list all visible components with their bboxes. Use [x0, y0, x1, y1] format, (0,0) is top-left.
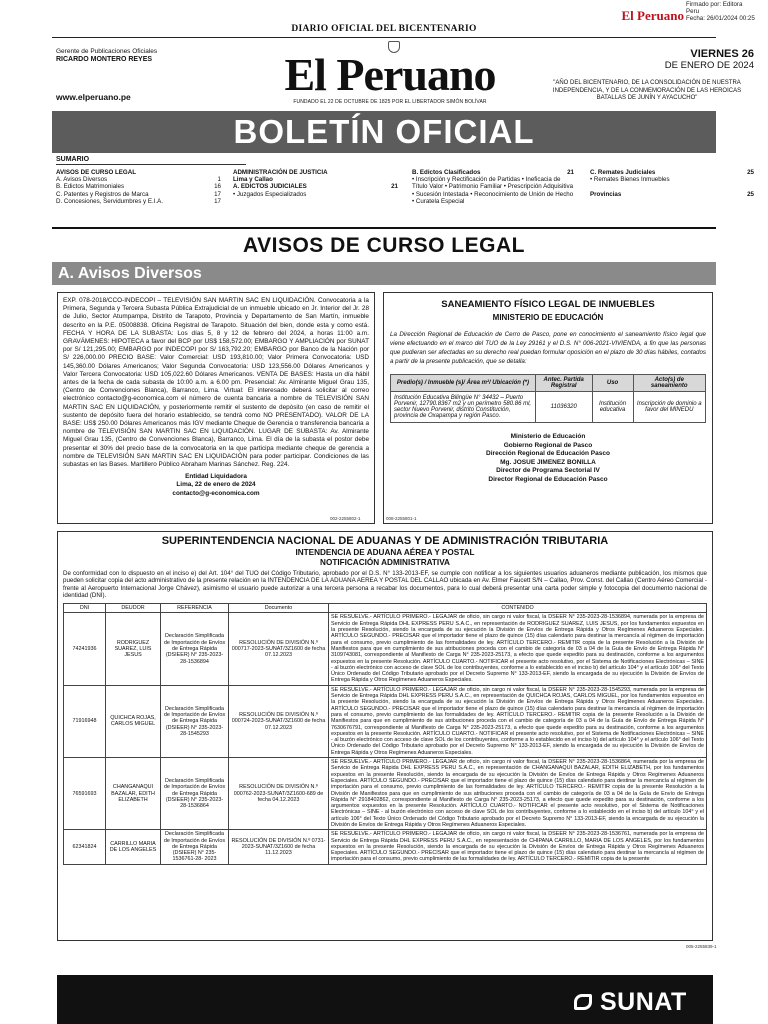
signature-line: Firmado por: Editora — [686, 1, 743, 8]
toc-bullet: • Remates Bienes Inmuebles — [590, 176, 670, 184]
masthead-tagline: DIARIO OFICIAL DEL BICENTENARIO — [291, 24, 477, 34]
founded-note: FUNDADO EL 22 DE OCTUBRE DE 1825 POR EL LIBERTADOR SIMÓN BOLÍVAR — [293, 99, 487, 105]
toc-column — [233, 169, 398, 198]
notification-table — [63, 603, 707, 865]
signature-line: Peru — [686, 8, 700, 15]
subsection-header: A. Avisos Diversos — [52, 262, 716, 285]
notice-title: SUPERINTENDENCIA NACIONAL DE ADUANAS Y DE ADMINISTRACIÓN TRIBUTARIA — [161, 535, 609, 547]
notice-intro: De conformidad con lo dispuesto en el inciso e) del Art. 104° del TUO del Código Tributario, aprobado por el D.S. N° 133-2013-EF, se cumple con notificar a los siguientes usuarios aduaneros mediante publicación, los mismos que pueden solicitar copia del acto administrativo de la presente relación en la INTENDENCIA DE LA ADUANA AEREA Y POSTAL DEL CALLAO ubicada en Av. Elmer Faucett S/N – Callao, Prov. Const. del Callao (Centro Aéreo Comercial - frente al Aeropuerto Internacional Jorge Chávez), asimismo el usuario puede autorizar a una tercera persona a recabar los documentos, para lo cual deberá presentar una carta poder simple y fotocopia del documento nacional de identidad (DNI). — [63, 570, 707, 599]
divider — [52, 37, 716, 38]
toc-bullets: • Inscripción y Rectificación de Partidas • Ineficacia de Título Valor • Patrimonio Familiar • Prescripción Adquisitiva • Sucesión Intestada • Reconocimiento de Unión de Hecho • Curatela Especial — [412, 176, 574, 205]
notice-auction — [57, 292, 375, 524]
table-header: Predio(s) / Inmueble (s)/ Área m²/ Ubicación (*) — [391, 375, 536, 392]
notice-sunat — [57, 531, 713, 941]
toc-item[interactable]: B. Edictos Clasificados 21 — [412, 169, 574, 176]
toc-item[interactable]: C. Remates Judiciales 25 — [590, 169, 754, 176]
table-header: DEUDOR — [106, 604, 161, 613]
toc-item[interactable]: B. Edictos Matrimoniales 16 — [56, 183, 221, 191]
table-row: 76591693 CHANGANAQUI BAZALAR, EDITH ELIZABETH Declaración Simplificada de Importación de Envíos de Entrega Rápida (DSIEER) N° 235-2023-28-1536864 RESOLUCIÓN DE DIVISIÓN N.º 000762-2023-SUNAT/3Z1600-689 de fecha 04.12.2023 SE RESUELVE.- ARTÍCULO PRIMERO.- LEGAJAR de oficio, sin cargo ni valor fiscal, la DSEER N° 235-2023-28-1536864, numerada por la empresa de Servicio de Entrega Rápida DHL EXPRESS PERU S.A.C., en representación de CHANGANAQUI BAZALAR, EDITH ELIZABETH, por los fundamentos expuestos en la presente Resolución, siendo la encargada de su ejecución la División de Envíos de Entrega Rápida y Otros Regímenes Aduaneros Especiales. ARTÍCULO SEGUNDO.- PRECISAR que el importador tiene el plazo de quince (15) días calendario para destinar la mercancía al régimen de importación para el consumo, previo cumplimiento de las formalidades de ley. ARTÍCULO TERCERO.- REMITIR copia de la presente Resolución a la División de Manifiestos para que en cumplimiento de sus atribuciones proceda con el cambio de categoría de 03 a 04 de la Guía de Envío de Entrega Rápida N° 2918402862, correspondiente al Manifiesto de Carga N° 235-2023-25173, a efecto que quede expedito para su destinación, conforme a los argumentos expuestos en la presente Resolución. ARTÍCULO CUARTO.- NOTIFICAR el presente acto resolutivo, por el Sistema de Notificaciones Electrónicas – SINE - al buzón electrónico con acceso de clave SOL de los contribuyentes, conforme a lo establecido en el inciso b) del artículo 104° y el artículo 106° del Texto Único Ordenado del Código Tributario aprobado por el Decreto Supremo N° 133-2013-EF, siendo la encargada de su ejecución la División de Envíos de Entrega Rápida y Otros Regímenes Aduaneros Especiales. — [64, 758, 707, 830]
manager-name: RICARDO MONTERO REYES — [56, 56, 153, 63]
notice-code: 008-2255801-1 — [386, 516, 417, 521]
toc-item[interactable]: D. Concesiones, Servidumbres y E.I.A. 17 — [56, 197, 221, 205]
table-header: Documento — [229, 604, 329, 613]
banner-title: BOLETÍN OFICIAL — [52, 111, 716, 153]
year-motto: "AÑO DEL BICENTENARIO, DE LA CONSOLIDACIÓN DE NUESTRA INDEPENDENCIA, Y DE LA CONMEMORACIÓN DE LAS HEROICAS BATALLAS DE JUNÍN Y AYACUCHO" — [552, 80, 742, 101]
notice-subtitle: MINISTERIO DE EDUCACIÓN — [492, 313, 604, 322]
issue-weekday: VIERNES 26 — [690, 48, 754, 60]
notice-code: 002-2255802-1 — [330, 516, 361, 521]
table-header: DNI — [64, 604, 106, 613]
notice-subtitle: INTENDENCIA DE ADUANA AÉREA Y POSTAL — [295, 548, 475, 557]
website-link[interactable]: www.elperuano.pe — [56, 92, 131, 102]
notice-code: 005-2255839-1 — [686, 944, 717, 949]
toc-heading: ADMINISTRACIÓN DE JUSTICIA — [233, 169, 328, 176]
toc-heading: AVISOS DE CURSO LEGAL — [56, 169, 136, 176]
logo-text: El Peruano — [284, 49, 496, 100]
toc-column — [56, 169, 221, 205]
table-header: REFERENCIA — [161, 604, 229, 613]
sunat-logo-icon — [574, 994, 592, 1010]
sumario-title: SUMARIO — [56, 156, 246, 165]
notice-saneamiento — [383, 292, 713, 524]
toc-item[interactable]: C. Patentes y Registros de Marca 17 — [56, 190, 221, 198]
section-title: AVISOS DE CURSO LEGAL — [243, 234, 525, 257]
toc-subheading: Lima y Callao — [233, 176, 273, 184]
divider — [52, 227, 716, 229]
toc-bullet: • Juzgados Especializados — [233, 190, 307, 198]
toc-item[interactable]: A. EDICTOS JUDICIALES 21 — [233, 183, 398, 191]
issue-month-year: DE ENERO DE 2024 — [664, 60, 754, 71]
newspaper-logo — [270, 49, 510, 105]
table-header: Uso — [592, 375, 633, 392]
toc-column — [590, 169, 754, 199]
table-row: 71916948 QUICHCA ROJAS, CARLOS MIGUEL Declaración Simplificada de Importación de Envíos de Entrega Rápida (DSIEER) N° 235-2023-28-1545293 RESOLUCIÓN DE DIVISIÓN N.º 000724-2023-SUNAT/3Z1600 de fecha 07.12.2023 SE RESUELVE.- ARTÍCULO PRIMERO.- LEGAJAR de oficio, sin cargo ni valor fiscal, la DSEER N° 235-2023-28-1545293, numerada por la empresa de Servicio de Entrega Rápida DHL EXPRESS PERU S.A.C., en representación de QUICHCA ROJAS, CARLOS MIGUEL, por los fundamentos expuestos en la presente Resolución, siendo la encargada de su ejecución la División de Envíos de Entrega Rápida y Otros Regímenes Aduaneros Especiales. ARTÍCULO SEGUNDO.- PRECISAR que el importador tiene el plazo de quince (15) días calendario para destinar la mercancía al régimen de importación para el consumo, previo cumplimiento de las formalidades de ley. ARTÍCULO TERCERO.- REMITIR copia de la presente Resolución a la División de Manifiestos para que en cumplimiento de sus atribuciones proceda con el cambio de categoría de 03 a 04 de la Guía de Envío de Entrega Rápida N° 7630676791, correspondiente al Manifiesto de Carga N° 235-2023-25173, a efecto que quede expedito para su destinación, conforme a los argumentos expuestos en la presente Resolución. ARTÍCULO CUARTO.- NOTIFICAR el presente acto resolutivo, por el Sistema de Notificaciones Electrónicas – SINE - al buzón electrónico con acceso de clave SOL de los contribuyentes, conforme a lo establecido en el inciso b) del artículo 104° y el artículo 106° del Texto Único Ordenado del Código Tributario aprobado por el Decreto Supremo N° 133-2013-EF, siendo la encargada de su ejecución la División de Envíos de Entrega Rápida y Otros Regímenes Aduaneros Especiales. — [64, 685, 707, 757]
manager-role: Gerente de Publicaciones Oficiales — [56, 48, 158, 55]
table-row: 74241936 RODRIGUEZ SUAREZ, LUIS JESUS Declaración Simplificada de Importación de Envíos de Entrega Rápida (DSIEER) N° 235-2023-28-1536894 RESOLUCIÓN DE DIVISIÓN N.º 000717-2023-SUNAT/3Z1600 de fecha 07.12.2023 SE RESUELVE.- ARTÍCULO PRIMERO.- LEGAJAR de oficio, sin cargo ni valor fiscal, la DSEER N° 235-2023-28-1536894, numerada por la empresa de Servicio de Entrega Rápida DHL EXPRESS PERU S.A.C., en representación de RODRIGUEZ SUAREZ, LUIS JESUS, por los fundamentos expuestos en la presente Resolución, siendo la encargada de su ejecución la División de Envíos de Entrega Rápida y Otros Regímenes Aduaneros Especiales. ARTÍCULO SEGUNDO.- PRECISAR que el importador tiene el plazo de quince (15) días calendario para destinar la mercancía al régimen de importación para el consumo, previo cumplimiento de las formalidades de ley. ARTÍCULO TERCERO.- REMITIR copia de la presente Resolución a la División de Manifiestos para que en cumplimiento de sus atribuciones proceda con el cambio de categoría de 03 a 04 de la Guía de Envío de Entrega Rápida N° 3109743081, correspondiente al Manifiesto de Carga N° 235-2023-25173, a efecto que quede expedito para su destinación, conforme a los argumentos expuestos en la presente Resolución. ARTÍCULO CUARTO.- NOTIFICAR el presente acto resolutivo, por el Sistema de Notificaciones Electrónicas – SINE - al buzón electrónico con acceso de clave SOL de los contribuyentes, conforme a lo establecido en el inciso b) del artículo 104° y el artículo 106° del Texto Único Ordenado del Código Tributario aprobado por el Decreto Supremo N° 133-2013-EF, siendo la encargada de su ejecución la División de Envíos de Entrega Rápida y Otros Regímenes Aduaneros Especiales. — [64, 613, 707, 685]
table-row: 62341824 CARRILLO MARIA DE LOS ANGELES Declaración Simplificada de Importación de Envíos de Entrega Rápida (DSIEER) N° 235-1536761-28- 2023 RESOLUCIÓN DE DIVISIÓN N.º 0731-2023-SUNAT/3Z1600 de fecha 11.12.2023 SE RESUELVE.- ARTÍCULO PRIMERO.- LEGAJAR de oficio, sin cargo ni valor fiscal, la DSEER N° 235-2023-28-1536761, numerada por la empresa de Servicio de Entrega Rápida DHL EXPRESS PERU S.A.C., en representación de CHIPANA CARRILLO, MARIA DE LOS ANGELES, por los fundamentos expuestos en la presente Resolución, siendo la encargada de su ejecución la División de Envíos de Entrega Rápida y Otros Regímenes Aduaneros Especiales. ARTÍCULO SEGUNDO.- PRECISAR que el importador tiene el plazo de quince (15) días calendario para destinar la mercancía al régimen de importación para el consumo, previo cumplimiento de las formalidades de ley. ARTÍCULO TERCERO.- REMITIR copia de la presente — [64, 830, 707, 864]
property-table — [390, 374, 706, 423]
signature-line: Fecha: 26/01/2024 00:25 — [686, 15, 755, 22]
notice-intro: La Dirección Regional de Educación de Cerro de Pasco, pone en conocimiento el saneamiento físico legal que viene efectuando en el marco del TUO de la Ley 29161 y el D.S. N° 006-2021-VIVIENDA, a fin que las personas que pudieran ser afectadas en su derecho real puedan formular oposición en el plazo de 30 días hábiles, contados a partir de la presente publicación, que se detalla: — [390, 331, 706, 365]
notice-title: SANEAMIENTO FÍSICO LEGAL DE INMUEBLES — [441, 299, 655, 310]
table-header: Acto(s) de saneamiento — [633, 375, 705, 392]
sunat-logo-text: SUNAT — [600, 988, 687, 1016]
notice-signature: Ministerio de Educación Gobierno Regional de Pasco Dirección Regional de Educación Pasco Mg. JOSUE JIMENEZ BONILLA Director de Programa Sectorial IV Director Regional de Educación Pasco — [486, 433, 610, 483]
table-row: Institución Educativa Bilingüe N° 34432 – Puerto Porvenir, 12790.8367 m2 y un perímetro 580.86 ml, sector Nuevo Porvenir, distrito Constitución, provincia de Oxapampa y región Pasco. 11036320 Institución educativa Inscripción de dominio a favor del MINEDU — [391, 392, 706, 423]
toc-column — [412, 169, 574, 205]
toc-item[interactable]: A. Avisos Diversos 1 — [56, 176, 221, 184]
table-header: Antec. Partida Registral — [535, 375, 592, 392]
signature-logo: El Peruano — [621, 8, 684, 23]
issue-date — [665, 48, 754, 71]
notice-subtitle: NOTIFICACIÓN ADMINISTRATIVA — [320, 558, 450, 567]
table-of-contents — [56, 156, 754, 205]
table-header: CONTENIDO — [329, 604, 707, 613]
toc-item[interactable]: Provincias 25 — [590, 191, 754, 199]
notice-body: EXP. 078-2018/CCO-INDECOPI – TELEVISIÓN SAN MARTIN SAC EN LIQUIDACIÓN. Convocatoria a la Primera, Segunda y Tercera Subasta Pública Extrajudicial de un inmueble ubicado en Jr. Interior del Jr. 28 de Julio, Sector Atumpampa, Distrito de Tarapoto, Provincia y Departamento de San Martín, inmueble descrito en la P.E. 05008838. Oficina Registral de Tarapoto. Situación del bien, donde esta y como está. FECHA Y HORA DE LA SUBASTA: Los días 5, 8 y 12 de febrero del 2024, a horas 11:00 a.m. GRAVÁMENES: HIPOTECA a favor del BCP por US$ 158,572.00; EMBARGO Y AMPLIACIÓN por SUNAT por S/ 121,295.00; EMBARGO por INDECOPI por S/ 163,792.20; EMBARGO por Banco de la Nación por S/ 226,000.00 PRECIO BASE: Valor Comercial: USD 193,810.00; Valor Primera Convocatoria: USD 145,360.00 Dólares Americanos; Valor Segunda Convocatoria: USD 123,556.00 Dólares Americanos y Valor Tercera Convocatoria: USD 105,022.60 Dólares Americanos. VENTA DE BASES: Hasta un día hábil antes de la fecha de cada subasta de 10:00 a.m. a 6.00 pm. Presencial: Av. Almirante Miguel Grau 135, (Centro de Convenciones Blanca), Barranco, Lima. Virtual: El interesado deberá solicitar al correo electrónico contacto@g-economica.com el número de cuenta bancaria a nombre de TELEVISIÓN SAN MARTIN SAC EN LIQUIDACIÓN, y posteriormente remitir el sustento de depósito (en caso de remitir el sustento de depósito fuera del horario establecido, se tendrá como NO PRESENTADO). VALOR DE LA BASE: US$ 250.00 Dólares Americanos más IGV mediante Cheque de Gerencia o transferencia bancaria a nombre de TELEVISIÓN SAN MARTIN SAC EN LIQUIDACIÓN. LUGAR DE SUBASTA: Av. Almirante Miguel Grau 135, (Centro de Convenciones Blanca), Barranco, Lima. El día de la subasta el postor debe presentar el 30% del precio base de la convocatoria en la que participa mediante cheque de gerencia a nombre de TELEVISIÓN SAN MARTIN SAC EN LIQUIDACIÓN para poder participar. Condiciones de las subastas en las Bases. Martillero Público Abraham Marinas Sánchez. Reg. 224. — [63, 297, 369, 469]
manager-info — [56, 48, 157, 64]
digital-signature — [686, 1, 764, 22]
notice-signature: Entidad Liquidadora Lima, 22 de enero de 2024 contacto@g-economica.com — [172, 473, 260, 497]
